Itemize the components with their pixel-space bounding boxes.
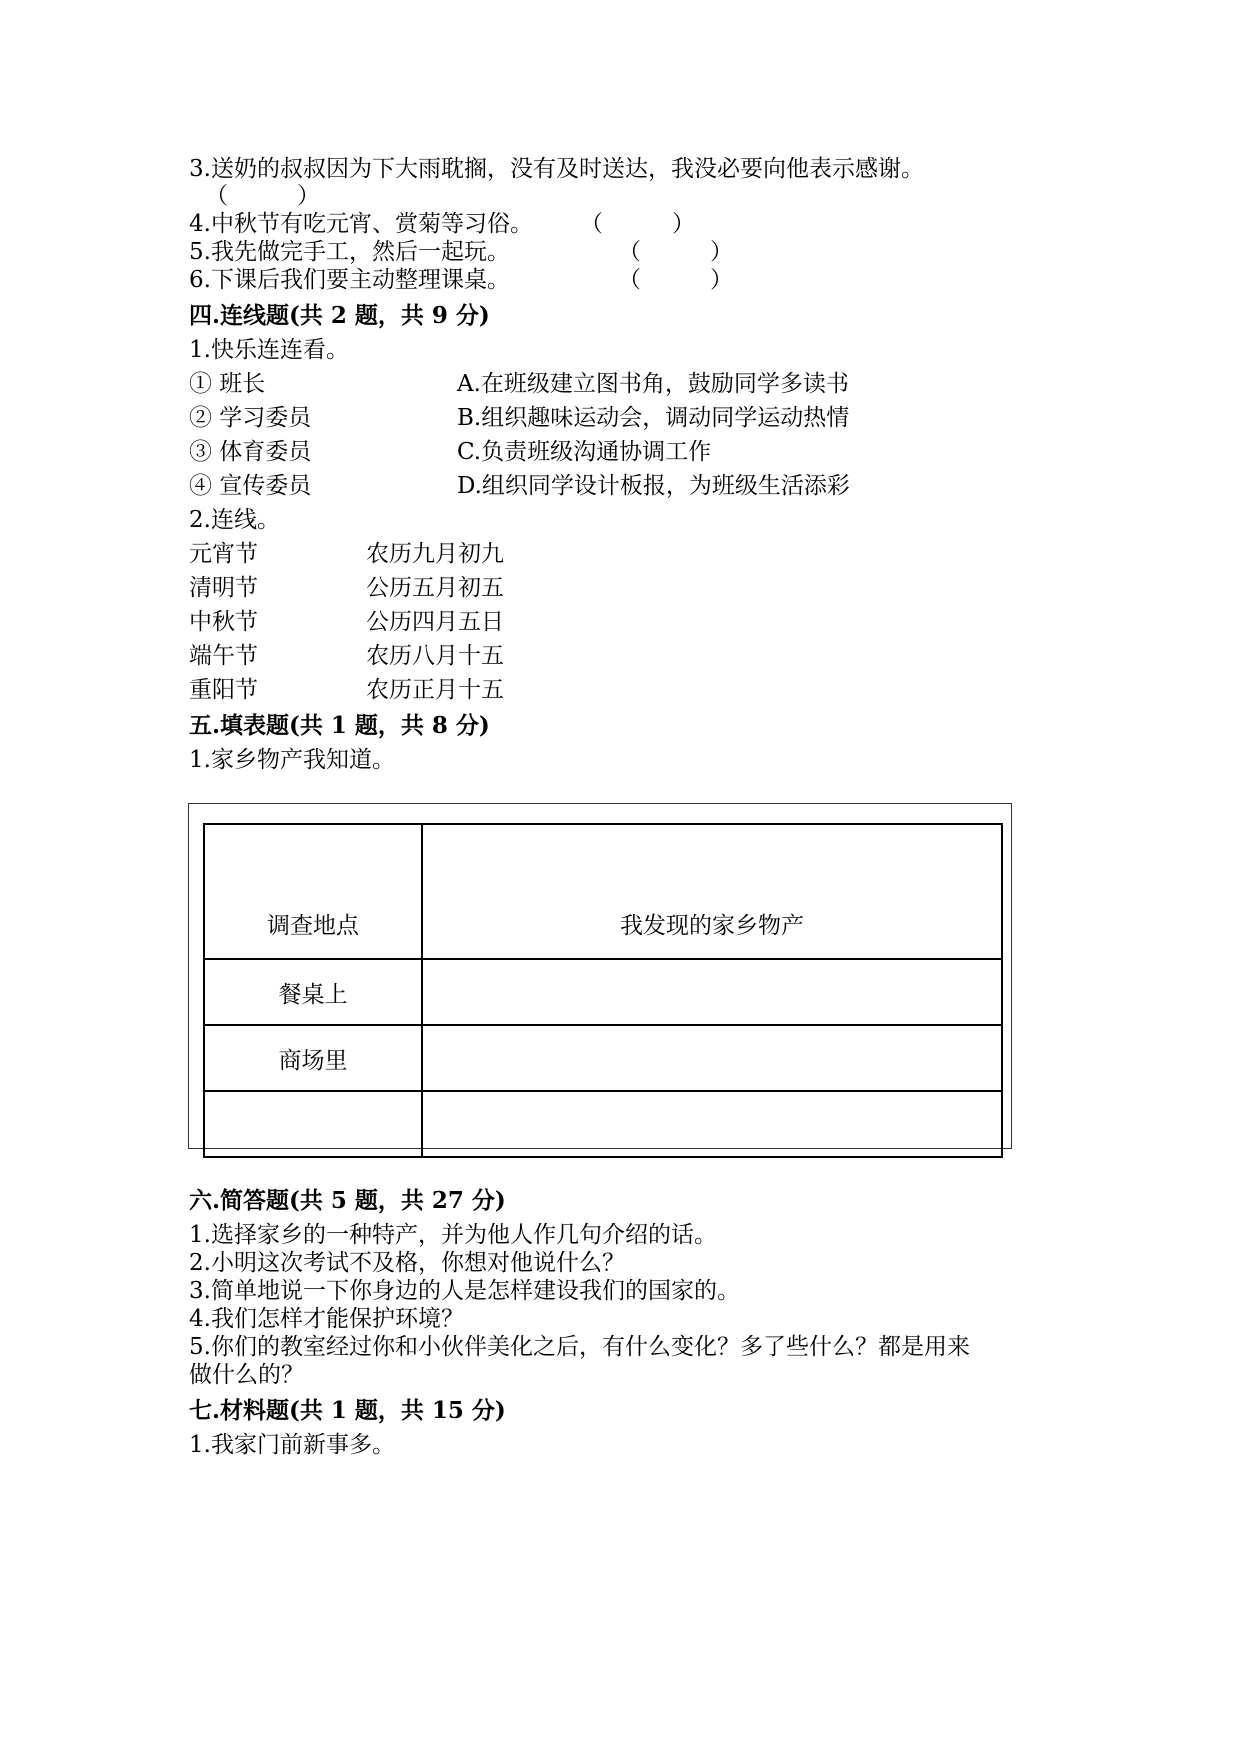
answer-paren-6[interactable]: （ ） xyxy=(618,267,733,293)
date-4: 农历八月十五 xyxy=(366,643,504,669)
matching-q1-right-c: C.负责班级沟通协调工作 xyxy=(457,439,712,465)
short-answer-1: 1.选择家乡的一种特产，并为他人作几句介绍的话。 xyxy=(189,1222,717,1248)
date-3: 公历四月五日 xyxy=(366,609,504,635)
matching-q1-title: 1.快乐连连看。 xyxy=(189,337,349,363)
festival-4: 端午节 xyxy=(189,643,258,669)
judgment-item-6: 6.下课后我们要主动整理课桌。 xyxy=(189,267,510,293)
short-answer-2: 2.小明这次考试不及格，你想对他说什么？ xyxy=(189,1250,625,1276)
date-2: 公历五月初五 xyxy=(366,575,504,601)
row-location-3[interactable] xyxy=(204,1091,422,1157)
row-answer-1[interactable] xyxy=(422,959,1002,1025)
matching-q1-left-2: ② 学习委员 xyxy=(189,405,312,431)
row-location-2: 商场里 xyxy=(204,1025,422,1091)
table-row xyxy=(204,1025,1002,1091)
judgment-item-5: 5.我先做完手工，然后一起玩。 xyxy=(189,239,510,265)
row-answer-3[interactable] xyxy=(422,1091,1002,1157)
matching-q1-left-3: ③ 体育委员 xyxy=(189,439,312,465)
header-location: 调查地点 xyxy=(204,824,422,959)
section-6-heading: 六.简答题(共 5 题，共 27 分) xyxy=(189,1187,506,1214)
section-7-heading: 七.材料题(共 1 题，共 15 分) xyxy=(189,1397,506,1424)
short-answer-3: 3.简单地说一下你身边的人是怎样建设我们的国家的。 xyxy=(189,1278,740,1304)
short-answer-5: 5.你们的教室经过你和小伙伴美化之后，有什么变化？多了些什么？都是用来 xyxy=(189,1334,970,1360)
festival-5: 重阳节 xyxy=(189,677,258,703)
matching-q1-left-1: ① 班长 xyxy=(189,371,266,397)
judgment-item-4: 4.中秋节有吃元宵、赏菊等习俗。 xyxy=(189,211,533,237)
section-4-heading: 四.连线题(共 2 题，共 9 分) xyxy=(189,302,490,329)
short-answer-5-cont: 做什么的？ xyxy=(189,1362,304,1388)
date-5: 农历正月十五 xyxy=(366,677,504,703)
matching-q1-right-a: A.在班级建立图书角，鼓励同学多读书 xyxy=(457,371,849,397)
judgment-item-3: 3.送奶的叔叔因为下大雨耽搁，没有及时送达，我没必要向他表示感谢。 xyxy=(189,156,924,182)
answer-paren-5[interactable]: （ ） xyxy=(618,239,733,265)
header-products: 我发现的家乡物产 xyxy=(422,824,1002,959)
festival-2: 清明节 xyxy=(189,575,258,601)
matching-q2-title: 2.连线。 xyxy=(189,507,280,533)
matching-q1-right-d: D.组织同学设计板报，为班级生活添彩 xyxy=(457,473,850,499)
table-row xyxy=(204,959,1002,1025)
festival-1: 元宵节 xyxy=(189,541,258,567)
row-location-1: 餐桌上 xyxy=(204,959,422,1025)
matching-q1-right-b: B.组织趣味运动会，调动同学运动热情 xyxy=(457,405,850,431)
answer-paren-4[interactable]: （ ） xyxy=(580,211,695,237)
section-5-heading: 五.填表题(共 1 题，共 8 分) xyxy=(189,712,490,739)
material-q1: 1.我家门前新事多。 xyxy=(189,1432,395,1458)
date-1: 农历九月初九 xyxy=(366,541,504,567)
answer-paren-3[interactable]: （ ） xyxy=(205,183,320,209)
table-header-row xyxy=(204,824,1002,959)
hometown-products-table xyxy=(203,823,1003,1158)
table-q1-title: 1.家乡物产我知道。 xyxy=(189,747,395,773)
festival-3: 中秋节 xyxy=(189,609,258,635)
table-row xyxy=(204,1091,1002,1157)
short-answer-4: 4.我们怎样才能保护环境？ xyxy=(189,1306,464,1332)
matching-q1-left-4: ④ 宣传委员 xyxy=(189,473,312,499)
row-answer-2[interactable] xyxy=(422,1025,1002,1091)
